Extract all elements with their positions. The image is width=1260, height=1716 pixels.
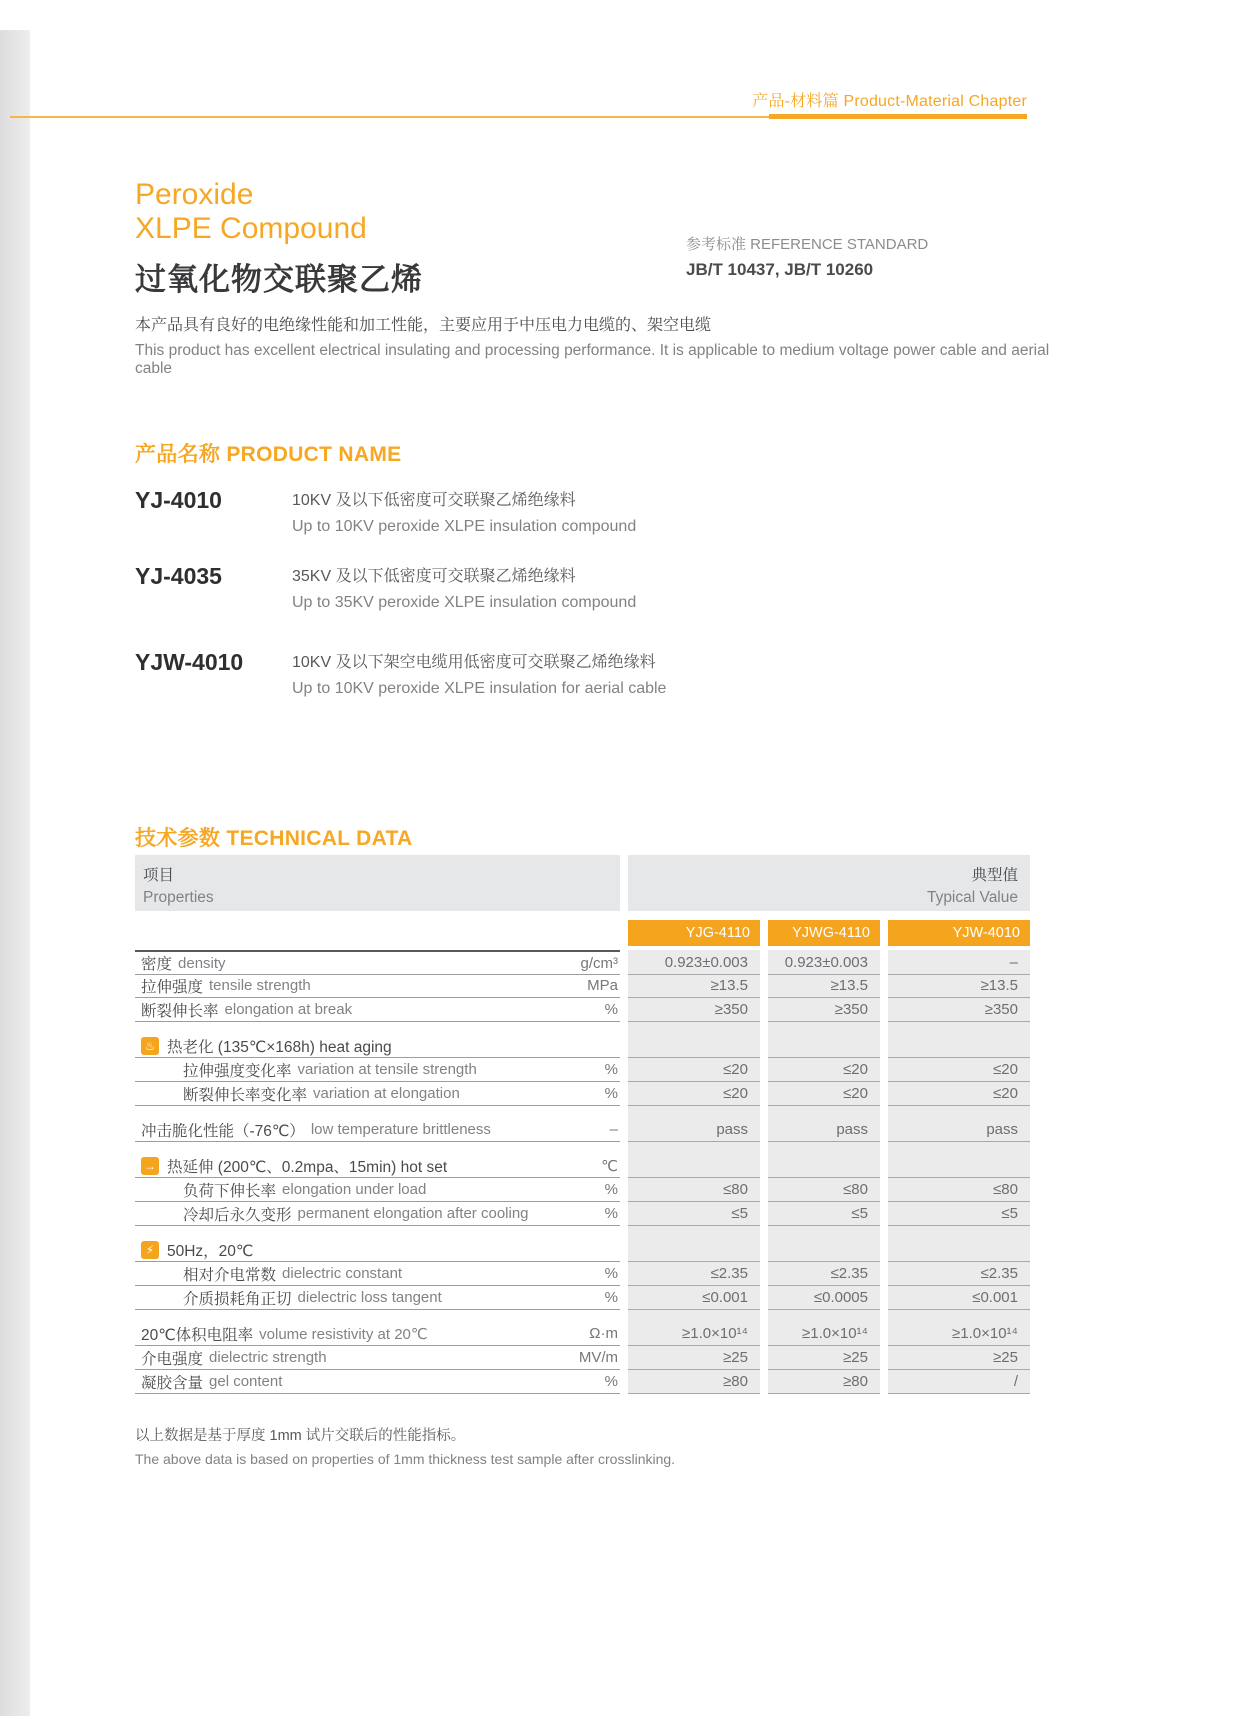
value-cell: ≥1.0×10¹⁴ [628, 1322, 760, 1346]
footnote-en: The above data is based on properties of 1mm thickness test sample after crosslinking. [135, 1451, 676, 1467]
property-label-zh: 介电强度 [141, 1350, 204, 1368]
value-cell: ≤20 [768, 1058, 880, 1082]
value-cell: ≤20 [628, 1082, 760, 1106]
table-footnote [135, 1424, 675, 1467]
value-cell: ≤80 [628, 1178, 760, 1202]
technical-data-table [135, 855, 1030, 1394]
property-unit: Ω·m [589, 1325, 618, 1342]
typical-value-header-box [628, 855, 1030, 911]
property-unit: MPa [587, 977, 618, 994]
value-cell: ≤2.35 [628, 1262, 760, 1286]
value-cell: ≤20 [888, 1058, 1030, 1082]
value-cell: ≤2.35 [768, 1262, 880, 1286]
value-cell: 0.923±0.003 [768, 950, 880, 975]
value-cell: ≤2.35 [888, 1262, 1030, 1286]
property-label-en: volume resistivity at 20℃ [259, 1325, 428, 1343]
property-unit: – [609, 1121, 618, 1138]
heat-aging-icon: ♨ [141, 1037, 159, 1055]
value-cell: ≥1.0×10¹⁴ [768, 1322, 880, 1346]
value-cell: ≥350 [768, 998, 880, 1022]
value-cell: – [888, 950, 1030, 975]
value-cell: ≤5 [768, 1202, 880, 1226]
table-header [135, 855, 1030, 911]
value-cell [888, 1238, 1030, 1262]
value-cell: ≤5 [888, 1202, 1030, 1226]
chapter-rule-thick [769, 114, 1027, 119]
table-section-row [135, 1154, 1030, 1178]
description-en: This product has excellent electrical insulating and processing performance. It is applicable to medium voltage power cable and aerial cable [135, 342, 1050, 377]
page-left-margin-strip [0, 30, 30, 1716]
typical-value-label-zh: 典型值 [971, 867, 1018, 884]
electrical-icon: ⚡ [141, 1241, 159, 1259]
reference-standard-value: JB/T 10437, JB/T 10260 [686, 260, 874, 279]
property-label-zh: 相对介电常数 [183, 1266, 277, 1284]
property-unit: % [604, 1061, 618, 1078]
product-desc-en: Up to 10KV peroxide XLPE insulation compound [292, 518, 637, 535]
table-row [135, 1370, 1030, 1394]
property-unit: % [604, 1373, 618, 1390]
reference-standard-label: 参考标准 REFERENCE STANDARD [686, 236, 929, 253]
property-label-en: tensile strength [209, 977, 311, 994]
value-cell: ≤80 [768, 1178, 880, 1202]
table-row [135, 1286, 1030, 1310]
technical-data-heading: 技术参数 TECHNICAL DATA [135, 827, 413, 850]
property-label-en: variation at tensile strength [297, 1061, 477, 1078]
footnote-zh: 以上数据是基于厚度 1mm 试片交联后的性能指标。 [135, 1428, 466, 1444]
property-unit: % [604, 1181, 618, 1198]
value-cell: ≤20 [888, 1082, 1030, 1106]
table-row [135, 1262, 1030, 1286]
value-cell: ≥1.0×10¹⁴ [888, 1322, 1030, 1346]
grade-column-headers [135, 920, 1030, 946]
property-unit: MV/m [578, 1349, 618, 1366]
table-section-row [135, 1034, 1030, 1058]
properties-header-box [135, 855, 620, 911]
property-label-en: permanent elongation after cooling [297, 1205, 529, 1222]
property-label-en: density [178, 954, 226, 972]
column-header-grade: YJG-4110 [628, 920, 760, 946]
table-row [135, 974, 1030, 998]
property-label-zh: 20℃体积电阻率 [141, 1326, 254, 1344]
property-label-en: dielectric loss tangent [297, 1289, 442, 1306]
value-cell [628, 1034, 760, 1058]
property-unit: % [604, 1001, 618, 1018]
property-label-zh: 断裂伸长率变化率 [183, 1086, 308, 1104]
value-cell: ≤0.001 [628, 1286, 760, 1310]
property-unit: % [604, 1085, 618, 1102]
property-label-en: gel content [209, 1373, 283, 1390]
value-cell: ≥13.5 [888, 974, 1030, 998]
product-code: YJ-4010 [135, 487, 222, 513]
section-label: 50Hz，20℃ [167, 1242, 254, 1260]
value-cell [628, 1154, 760, 1178]
value-cell: ≥350 [628, 998, 760, 1022]
property-label-en: dielectric strength [209, 1349, 327, 1366]
property-unit: % [604, 1265, 618, 1282]
title-block [135, 178, 423, 299]
property-label-zh: 拉伸强度变化率 [183, 1062, 292, 1080]
value-cell: / [888, 1370, 1030, 1394]
product-code: YJ-4035 [135, 563, 222, 589]
product-desc-zh: 10KV 及以下架空电缆用低密度可交联聚乙烯绝缘料 [292, 654, 656, 671]
property-unit: % [604, 1289, 618, 1306]
value-cell: ≥25 [628, 1346, 760, 1370]
property-label-en: variation at elongation [313, 1085, 460, 1102]
value-cell: ≤0.0005 [768, 1286, 880, 1310]
value-cell: pass [888, 1118, 1030, 1142]
table-row [135, 1058, 1030, 1082]
value-cell: ≥80 [628, 1370, 760, 1394]
reference-standard-block [686, 233, 928, 280]
property-label-en: elongation at break [224, 1001, 353, 1018]
value-cell [768, 1154, 880, 1178]
section-label: 热延伸 (200℃、0.2mpa、15min) hot set [167, 1158, 448, 1176]
table-row [135, 1082, 1030, 1106]
table-row [135, 950, 1030, 974]
value-cell: 0.923±0.003 [628, 950, 760, 975]
properties-label-en: Properties [143, 889, 214, 906]
description-zh: 本产品具有良好的电绝缘性能和加工性能，主要应用于中压电力电缆的、架空电缆 [135, 317, 712, 334]
value-cell: ≤20 [768, 1082, 880, 1106]
product-code: YJW-4010 [135, 649, 244, 675]
property-label-en: elongation under load [282, 1181, 427, 1198]
table-row [135, 1322, 1030, 1346]
chapter-title: 产品-材料篇 Product-Material Chapter [752, 93, 1027, 110]
product-desc-en: Up to 10KV peroxide XLPE insulation for aerial cable [292, 680, 667, 697]
property-label-en: dielectric constant [282, 1265, 403, 1282]
table-row [135, 998, 1030, 1022]
properties-label-zh: 项目 [143, 867, 175, 884]
column-header-grade: YJWG-4110 [768, 920, 880, 946]
value-cell: ≥13.5 [628, 974, 760, 998]
value-cell: ≥25 [888, 1346, 1030, 1370]
table-row [135, 1178, 1030, 1202]
value-cell [888, 1034, 1030, 1058]
product-description [135, 312, 1065, 378]
table-row [135, 1346, 1030, 1370]
product-title-zh: 过氧化物交联聚乙烯 [135, 262, 423, 297]
product-desc-zh: 10KV 及以下低密度可交联聚乙烯绝缘料 [292, 492, 576, 509]
property-label-zh: 冲击脆化性能（-76℃） [141, 1122, 305, 1140]
table-section-row [135, 1238, 1030, 1262]
value-cell [768, 1034, 880, 1058]
section-label: 热老化 (135℃×168h) heat aging [167, 1038, 392, 1056]
value-cell: ≤0.001 [888, 1286, 1030, 1310]
table-body [135, 950, 1030, 1394]
typical-value-label-en: Typical Value [926, 889, 1018, 906]
value-cell: pass [768, 1118, 880, 1142]
product-desc-en: Up to 35KV peroxide XLPE insulation compound [292, 594, 637, 611]
hot-set-icon: → [141, 1157, 159, 1175]
value-cell: ≤80 [888, 1178, 1030, 1202]
property-label-zh: 密度 [141, 956, 173, 973]
product-desc-zh: 35KV 及以下低密度可交联聚乙烯绝缘料 [292, 568, 576, 585]
value-cell: ≤5 [628, 1202, 760, 1226]
value-cell: ≤20 [628, 1058, 760, 1082]
value-cell: ≥25 [768, 1346, 880, 1370]
property-unit: % [604, 1205, 618, 1222]
property-label-zh: 拉伸强度 [141, 978, 204, 996]
value-cell: pass [628, 1118, 760, 1142]
property-label-zh: 负荷下伸长率 [183, 1182, 277, 1200]
property-label-zh: 凝胶含量 [141, 1374, 204, 1392]
value-cell: ≥350 [888, 998, 1030, 1022]
property-unit: ℃ [601, 1157, 618, 1175]
property-label-en: low temperature brittleness [310, 1121, 491, 1138]
product-name-heading: 产品名称 PRODUCT NAME [135, 443, 402, 466]
column-header-grade: YJW-4010 [888, 920, 1030, 946]
product-title-en-line1: Peroxide [135, 178, 254, 211]
value-cell [768, 1238, 880, 1262]
value-cell: ≥80 [768, 1370, 880, 1394]
property-label-zh: 介质损耗角正切 [183, 1290, 292, 1308]
property-unit: g/cm³ [580, 954, 618, 972]
product-title-en-line2: XLPE Compound [135, 212, 367, 245]
property-label-zh: 断裂伸长率 [141, 1002, 219, 1020]
property-label-zh: 冷却后永久变形 [183, 1206, 292, 1224]
table-row [135, 1202, 1030, 1226]
value-cell [628, 1238, 760, 1262]
value-cell: ≥13.5 [768, 974, 880, 998]
table-row [135, 1118, 1030, 1142]
value-cell [888, 1154, 1030, 1178]
